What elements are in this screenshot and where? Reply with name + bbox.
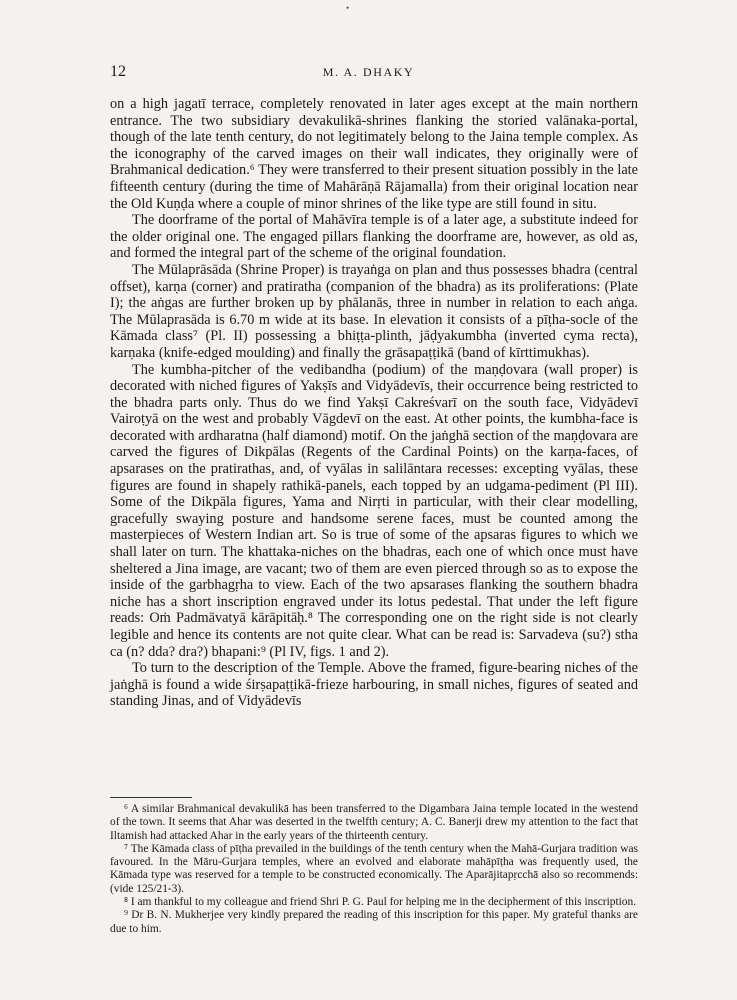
body-paragraph: The Mūlaprāsāda (Shrine Proper) is trayaṅga on plan and thus possesses bhadra (central offset), karṇa (corner) and pratiratha (companion of the bhadra) as its proliferations: (Plate I); the aṅgas are further broken up by phālanās, three in number in relation to each aṅga. The Mūlaprasāda is 6.70 m wide at its base. In elevation it consists of a pīṭha-socle of the Kāmada class⁷ (Pl. II) possessing a bhiṭṭa-plinth, jāḍyakumbha (inverted cyma recta), karṇaka (knife-edged moulding) and finally the grāsapaṭṭikā (band of kīrttimukhas). — [110, 261, 638, 361]
footnote: ⁷ The Kāmada class of pīṭha prevailed in the buildings of the tenth century when the Mahā-Gurjara tradition was favoured. In the Māru-Gurjara temples, where an evolved and elaborate mahāpīṭha was frequently used, the Kāmada type was reserved for a temple to be constructed economically. The Aparājitapṛcchā also so recommends: (vide 125/21-3). — [110, 842, 638, 895]
body-paragraph: on a high jagatī terrace, completely renovated in later ages except at the main northern entrance. The two subsidiary devakulikā-shrines flanking the storied valānaka-portal, though of the late tenth century, do not legitimately belong to the Jaina temple complex. As the iconography of the carved images on their wall indicates, they originally were of Brahmanical dedication.⁶ They were transferred to their present situation possibly in the late fifteenth century (during the time of Mahārāṇā Rājamalla) from their original location near the Old Kuṇḍa where a couple of minor shrines of the like type are still found in situ. — [110, 96, 638, 212]
stray-mark: • — [346, 3, 350, 13]
page-number: 12 — [110, 63, 126, 80]
body-paragraph: To turn to the description of the Temple. Above the framed, figure-bearing niches of the jaṅghā is found a wide śirṣapaṭṭikā-frieze harbouring, in small niches, figures of seated and standing Jinas, and of Vidyādevīs — [110, 660, 638, 710]
body-paragraph: The kumbha-pitcher of the vedibandha (podium) of the maṇḍovara (wall proper) is decorated with niched figures of Yakṣīs and Vidyādevīs, their occurrence being restricted to the bhadra parts only. Thus do we find Yakṣī Cakreśvarī on the south face, Vidyādevī Vairoṭyā on the west and probably Vāgdevī on the east. At other points, the kumbha-face is decorated with ardharatna (half diamond) motif. On the jaṅghā section of the maṇḍovara are carved the figures of Dikpālas (Regents of the Cardinal Points) on the karṇa-faces, of apsarases on the pratirathas, and, of vyālas in salilāntara recesses: excepting vyālas, these figures are found in shapely rathikā-panels, each topped by an udgama-pediment (Pl III). Some of the Dikpāla figures, Yama and Nirṛti in particular, with their clear modelling, gracefully swaying posture and handsome serene faces, must be counted among the masterpieces of Western Indian art. So is true of some of the apsaras figures to which we shall later on turn. The khattaka-niches on the bhadras, each one of which once must have sheltered a Jina image, are vacant; two of them are even pierced through so as to expose the inside of the garbhagṛha to view. Each of the two apsarases flanking the southern bhadra niche has a short inscription engraved under its lotus pedestal. That under the left figure reads: Oṁ Padmāvatyā kārāpitāḥ.⁸ The corresponding one on the right side is not clearly legible and hence its contents are not quite clear. What can be read is: Sarvadeva (su?) stha ca (n? dda? dra?) bhapani:⁹ (Pl IV, figs. 1 and 2). — [110, 361, 638, 660]
footnotes — [110, 803, 638, 936]
footnote: ⁶ A similar Brahmanical devakulikā has been transferred to the Digambara Jaina temple located in the westend of the town. It seems that Ahar was deserted in the twelfth century; A. C. Banerji drew my attention to the fact that Iltamish had attacked Ahar in the early years of the thirteenth century. — [110, 803, 638, 842]
body-paragraph: The doorframe of the portal of Mahāvīra temple is of a later age, a substitute indeed for the older original one. The engaged pillars flanking the doorframe are, however, as old as, and formed the integral part of the scheme of the original foundation. — [110, 212, 638, 262]
footnote: ⁸ I am thankful to my colleague and friend Shri P. G. Paul for helping me in the decipherment of this inscription. — [124, 896, 637, 909]
page-header — [0, 63, 737, 85]
running-head: M. A. DHAKY — [322, 65, 415, 79]
footnote-divider — [110, 797, 192, 798]
body-text — [110, 96, 638, 710]
footnote: ⁹ Dr B. N. Mukherjee very kindly prepared the reading of this inscription for this paper. My grateful thanks are due to him. — [110, 909, 638, 935]
